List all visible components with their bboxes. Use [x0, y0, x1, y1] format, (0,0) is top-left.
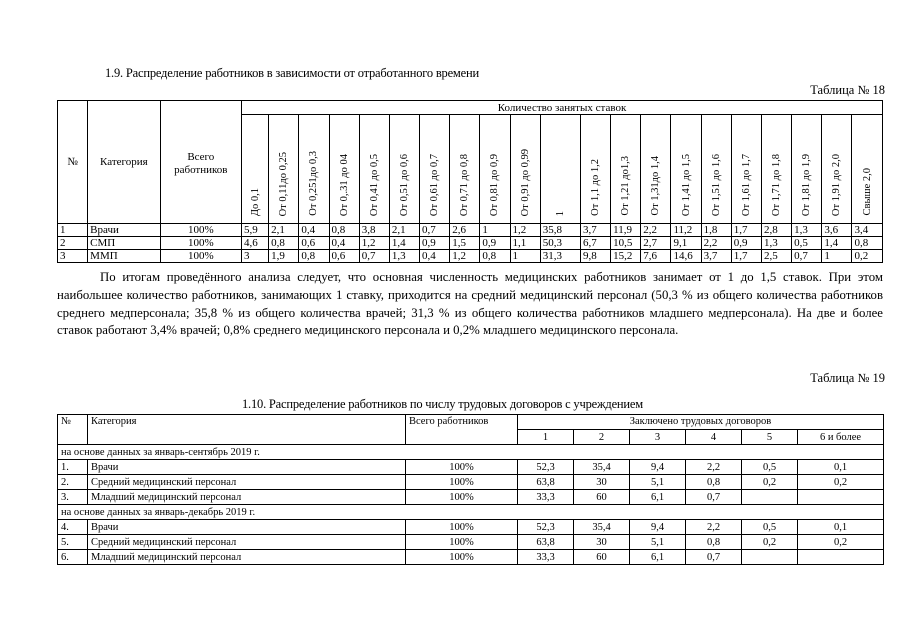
table-18-rate-header: [359, 115, 389, 224]
row-value: 0,6: [299, 237, 329, 250]
row-value: 0,8: [269, 237, 299, 250]
row-value: 0,8: [686, 535, 742, 550]
rate-header-label: От 1,41 до 1,5: [680, 153, 692, 216]
row-value: 50,3: [540, 237, 580, 250]
row-value: 2,7: [641, 237, 671, 250]
row-total: 100%: [160, 237, 241, 250]
table-18-rate-header: [269, 115, 299, 224]
row-value: 3,7: [701, 250, 731, 263]
rate-header-label: 1: [554, 210, 566, 216]
section-heading-1-9: 1.9. Распределение работников в зависимости от отработанного времени: [105, 66, 479, 80]
row-value: 14,6: [671, 250, 701, 263]
row-category: Младший медицинский персонал: [88, 490, 406, 505]
row-category: Врачи: [88, 460, 406, 475]
table-19: [57, 414, 884, 565]
row-value: 35,8: [540, 224, 580, 237]
row-value: 1,3: [761, 237, 791, 250]
rate-header-label: Свыше 2,0: [861, 168, 873, 216]
row-value: 4,6: [242, 237, 269, 250]
table-row: [58, 250, 883, 263]
table-19-group-header: Заключено трудовых договоров: [518, 415, 884, 430]
row-value: 0,4: [329, 237, 359, 250]
row-total: 100%: [406, 460, 518, 475]
table-19-count-header: 5: [742, 430, 798, 445]
rate-header-label: От 1,91 до 2,0: [831, 153, 843, 216]
table-18-rate-header: [761, 115, 791, 224]
row-value: 0,6: [329, 250, 359, 263]
row-number: 2.: [58, 475, 88, 490]
row-value: 5,9: [242, 224, 269, 237]
period-row: [58, 505, 884, 520]
row-value: 2,2: [641, 224, 671, 237]
row-value: 0,7: [420, 224, 450, 237]
row-value: 1,2: [359, 237, 389, 250]
row-value: 0,5: [792, 237, 822, 250]
row-value: 15,2: [611, 250, 641, 263]
table-row: [58, 460, 884, 475]
rate-header-label: От 0,71 до 0,8: [459, 153, 471, 216]
row-value: 0,2: [742, 475, 798, 490]
row-value: 11,2: [671, 224, 701, 237]
row-value: 1,2: [510, 224, 540, 237]
rate-header-label: До 0,1: [249, 187, 261, 216]
table-18-rate-header: [450, 115, 480, 224]
row-value: 63,8: [518, 475, 574, 490]
row-value: 0,9: [480, 237, 510, 250]
table-18-rate-header: [299, 115, 329, 224]
row-value: 0,1: [798, 520, 884, 535]
table-row: [58, 550, 884, 565]
table-18-rate-header: [822, 115, 852, 224]
row-number: 3.: [58, 490, 88, 505]
row-value: 1,7: [731, 224, 761, 237]
row-value: 1,2: [450, 250, 480, 263]
row-value: 0,7: [686, 490, 742, 505]
row-value: 11,9: [611, 224, 641, 237]
row-value: 0,1: [798, 460, 884, 475]
row-value: 52,3: [518, 520, 574, 535]
row-value: 2,6: [450, 224, 480, 237]
row-value: [798, 550, 884, 565]
row-category: Средний медицинский персонал: [88, 475, 406, 490]
table-18-rate-header: [701, 115, 731, 224]
table-18-rate-header: [852, 115, 883, 224]
row-value: 6,1: [630, 490, 686, 505]
section-heading-1-10: 1.10. Распределение работников по числу трудовых договоров с учреждением: [242, 397, 643, 411]
row-value: 60: [574, 490, 630, 505]
row-value: 1: [822, 250, 852, 263]
row-value: 9,1: [671, 237, 701, 250]
table-row: [58, 535, 884, 550]
row-category: Врачи: [88, 520, 406, 535]
row-value: 0,2: [798, 475, 884, 490]
row-value: 0,2: [798, 535, 884, 550]
row-value: 3,6: [822, 224, 852, 237]
row-value: 1,4: [822, 237, 852, 250]
table-19-col-category: Категория: [88, 415, 406, 445]
table-18-group-header: Количество занятых ставок: [242, 101, 883, 115]
row-value: 2,1: [269, 224, 299, 237]
table-row: [58, 237, 883, 250]
row-value: 0,8: [852, 237, 883, 250]
row-number: 2: [58, 237, 88, 250]
table-18-label: Таблица № 18: [810, 83, 885, 97]
row-value: 6,7: [580, 237, 610, 250]
row-value: 0,2: [742, 535, 798, 550]
table-18-col-category: Категория: [88, 101, 160, 224]
table-18-rate-header: [792, 115, 822, 224]
row-value: 0,8: [299, 250, 329, 263]
row-value: [742, 490, 798, 505]
rate-header-label: От 1,21 до1,3: [620, 156, 632, 216]
row-total: 100%: [406, 520, 518, 535]
row-number: 6.: [58, 550, 88, 565]
row-value: 1,8: [701, 224, 731, 237]
row-number: 3: [58, 250, 88, 263]
rate-header-label: От 1,51 до 1,6: [710, 153, 722, 216]
row-value: 3,8: [359, 224, 389, 237]
row-total: 100%: [160, 224, 241, 237]
row-value: 31,3: [540, 250, 580, 263]
table-19-label: Таблица № 19: [810, 371, 885, 385]
table-row: [58, 224, 883, 237]
row-value: 1,4: [389, 237, 419, 250]
row-value: 1: [510, 250, 540, 263]
row-value: 60: [574, 550, 630, 565]
rate-header-label: От 0,81 до 0,9: [489, 153, 501, 216]
row-value: 1,1: [510, 237, 540, 250]
table-18-rate-header: [510, 115, 540, 224]
row-value: 0,9: [731, 237, 761, 250]
row-value: 3,4: [852, 224, 883, 237]
row-value: 2,2: [686, 520, 742, 535]
table-18-rate-header: [580, 115, 610, 224]
row-value: 1: [480, 224, 510, 237]
row-value: 0,8: [686, 475, 742, 490]
rate-header-label: От 0,.31 до 04: [338, 153, 350, 216]
row-total: 100%: [406, 535, 518, 550]
rate-header-label: От 1,81 до 1,9: [801, 153, 813, 216]
row-value: 2,5: [761, 250, 791, 263]
row-value: 1,3: [389, 250, 419, 263]
row-value: 9,8: [580, 250, 610, 263]
row-number: 1.: [58, 460, 88, 475]
table-19-count-header: 4: [686, 430, 742, 445]
table-18-rate-header: [329, 115, 359, 224]
period-label: на основе данных за январь-сентябрь 2019 г.: [58, 445, 884, 460]
row-value: 3,7: [580, 224, 610, 237]
table-18-rate-header: [671, 115, 701, 224]
table-18-rate-header: [480, 115, 510, 224]
table-18: [57, 100, 883, 263]
row-number: 1: [58, 224, 88, 237]
row-value: 0,8: [480, 250, 510, 263]
table-19-count-header: 3: [630, 430, 686, 445]
row-value: 1,9: [269, 250, 299, 263]
table-19-col-total: Всего работников: [406, 415, 518, 445]
row-value: 2,2: [701, 237, 731, 250]
row-number: 5.: [58, 535, 88, 550]
row-value: [798, 490, 884, 505]
row-value: 35,4: [574, 460, 630, 475]
table-18-rate-header: [611, 115, 641, 224]
rate-header-label: От 0,61 до 0,7: [429, 153, 441, 216]
row-value: 33,3: [518, 550, 574, 565]
row-value: 10,5: [611, 237, 641, 250]
table-row: [58, 490, 884, 505]
table-row: [58, 520, 884, 535]
row-value: 35,4: [574, 520, 630, 535]
row-total: 100%: [406, 475, 518, 490]
row-value: 0,7: [359, 250, 389, 263]
rate-header-label: От 0,11до 0,25: [278, 151, 290, 216]
row-value: 30: [574, 475, 630, 490]
row-value: 0,4: [420, 250, 450, 263]
row-value: [742, 550, 798, 565]
rate-header-label: От 0,251до 0,3: [308, 151, 320, 216]
row-value: 5,1: [630, 535, 686, 550]
rate-header-label: От 1,31до 1,4: [650, 156, 662, 216]
row-category: ММП: [88, 250, 160, 263]
row-value: 6,1: [630, 550, 686, 565]
row-value: 7,6: [641, 250, 671, 263]
row-value: 30: [574, 535, 630, 550]
table-18-rate-header: [420, 115, 450, 224]
row-value: 0,8: [329, 224, 359, 237]
row-total: 100%: [406, 550, 518, 565]
row-total: 100%: [406, 490, 518, 505]
row-value: 63,8: [518, 535, 574, 550]
period-row: [58, 445, 884, 460]
rate-header-label: От 1,61 до 1,7: [740, 153, 752, 216]
row-value: 0,4: [299, 224, 329, 237]
row-value: 0,7: [792, 250, 822, 263]
table-18-rate-header: [641, 115, 671, 224]
row-value: 9,4: [630, 460, 686, 475]
table-18-rate-header: [540, 115, 580, 224]
table-19-col-no: №: [58, 415, 88, 445]
rate-header-label: От 1,1 до 1,2: [590, 159, 602, 216]
row-value: 0,9: [420, 237, 450, 250]
row-value: 0,2: [852, 250, 883, 263]
row-number: 4.: [58, 520, 88, 535]
row-value: 9,4: [630, 520, 686, 535]
table-19-count-header: 6 и более: [798, 430, 884, 445]
row-value: 2,8: [761, 224, 791, 237]
row-value: 52,3: [518, 460, 574, 475]
row-value: 1,5: [450, 237, 480, 250]
rate-header-label: От 0,51 до 0,6: [398, 153, 410, 216]
period-label: на основе данных за январь-декабрь 2019 г.: [58, 505, 884, 520]
table-row: [58, 475, 884, 490]
row-category: Врачи: [88, 224, 160, 237]
row-value: 33,3: [518, 490, 574, 505]
rate-header-label: От 0,91 до 0,99: [519, 148, 531, 216]
row-value: 1,7: [731, 250, 761, 263]
table-19-count-header: 1: [518, 430, 574, 445]
row-value: 0,5: [742, 460, 798, 475]
row-value: 3: [242, 250, 269, 263]
row-value: 5,1: [630, 475, 686, 490]
row-value: 0,5: [742, 520, 798, 535]
table-18-rate-header: [731, 115, 761, 224]
row-category: Средний медицинский персонал: [88, 535, 406, 550]
row-value: 0,7: [686, 550, 742, 565]
table-18-rate-header: [242, 115, 269, 224]
table-19-count-header: 2: [574, 430, 630, 445]
rate-header-label: От 1,71 до 1,8: [771, 153, 783, 216]
table-18-col-total: Всего работников: [160, 115, 241, 224]
row-category: СМП: [88, 237, 160, 250]
analysis-paragraph: По итогам проведённого анализа следует, что основная численность медицинских работников занимает от 1 до 1,5 ставок. При этом наибольшее количество работников, занимающих 1 ставку, приходится на средний медицинский персонал (50,3 % из общего количества работников среднего медперсонала; 35,8 % из общего количества врачей; 31,3 % из общего количества работников младшего медперсонала). На две и более ставок работают 3,4% врачей; 0,8% среднего медицинского персонала и 0,2% младшего медицинского персонала.: [57, 270, 883, 338]
rate-header-label: От 0,41 до 0,5: [368, 153, 380, 216]
row-value: 2,1: [389, 224, 419, 237]
row-total: 100%: [160, 250, 241, 263]
row-value: 1,3: [792, 224, 822, 237]
row-value: 2,2: [686, 460, 742, 475]
row-category: Младший медицинский персонал: [88, 550, 406, 565]
table-18-rate-header: [389, 115, 419, 224]
table-18-col-no: №: [58, 101, 88, 224]
